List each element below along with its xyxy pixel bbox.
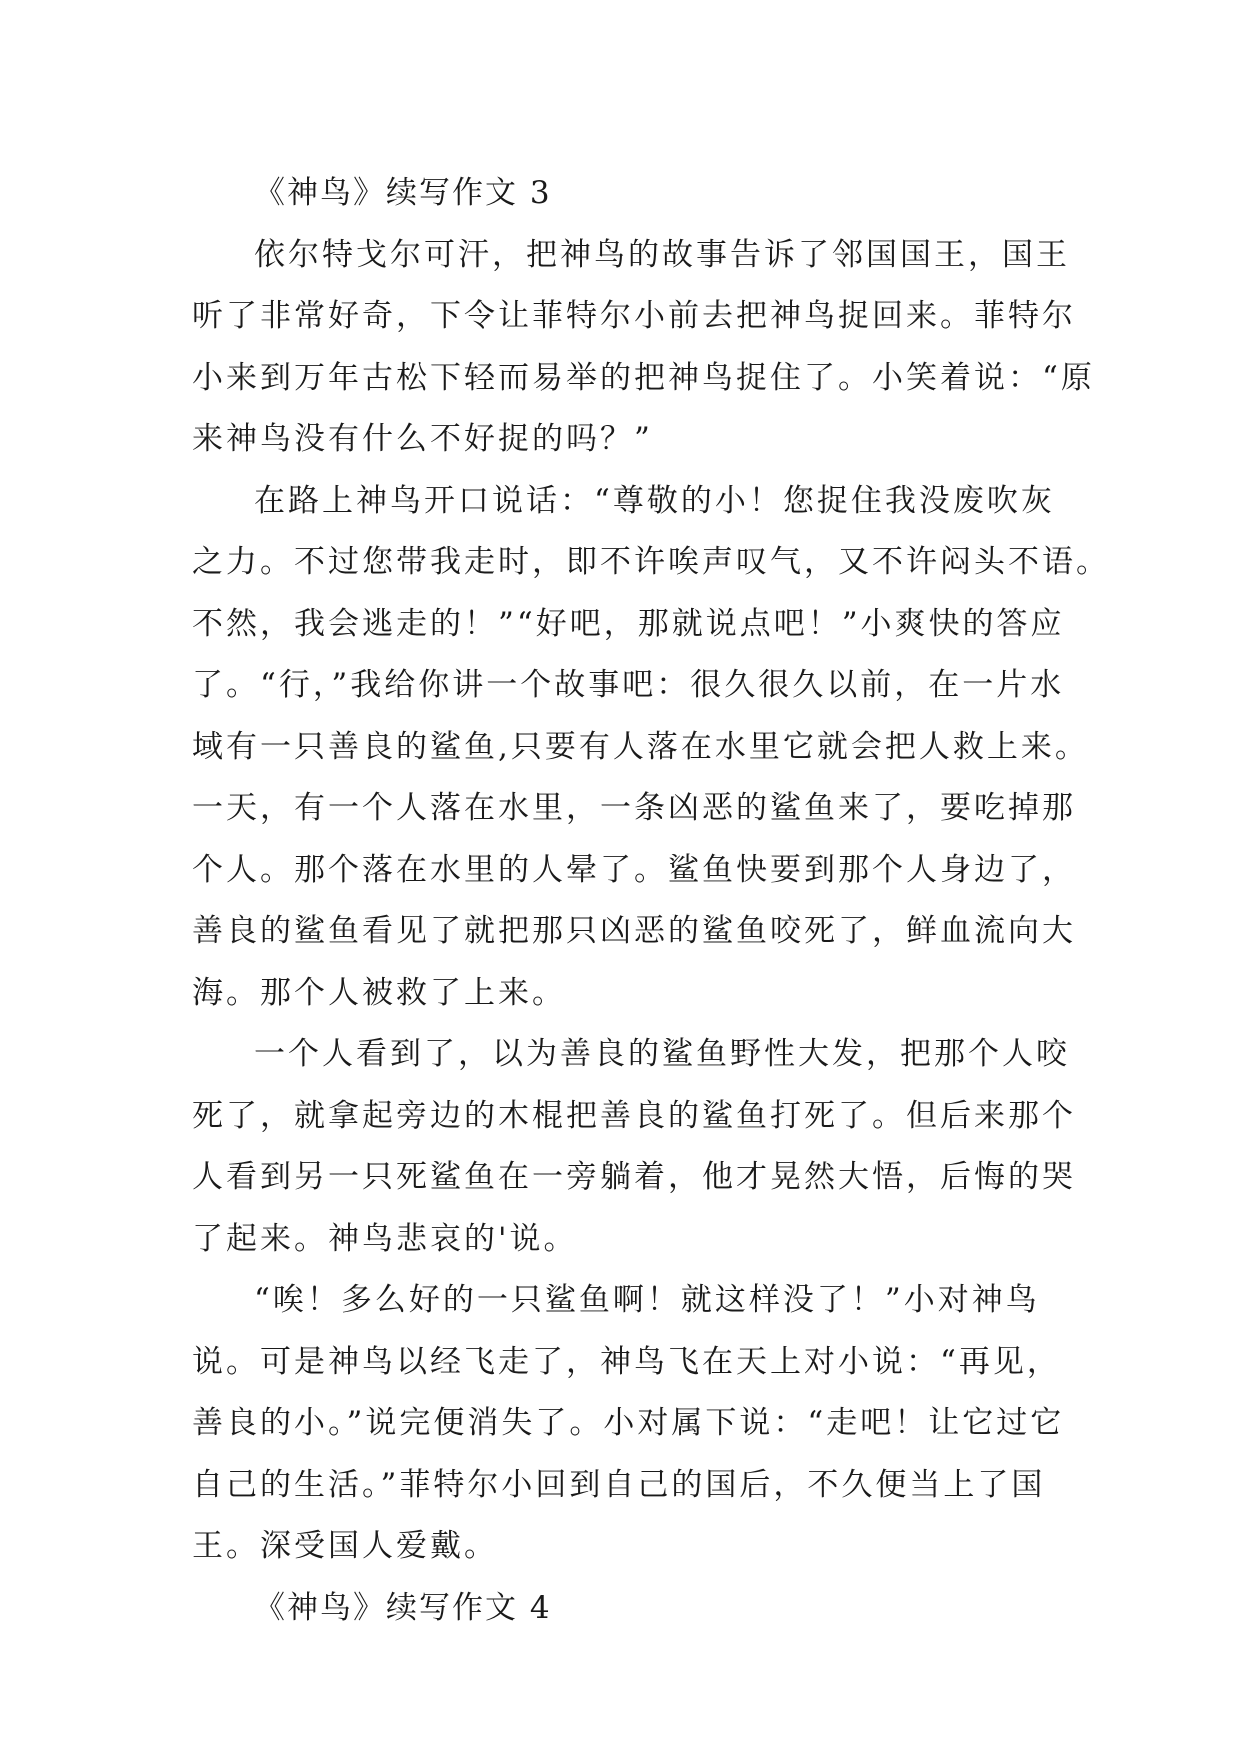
section-title: 《神鸟》续写作文 3 [254,175,552,211]
paragraph-line: 之力。不过您带我走时，即不许唉声叹气，又不许闷头不语。 [192,544,1110,580]
paragraph-line: 了。“行，”我给你讲一个故事吧：很久很久以前，在一片水 [192,667,1065,703]
paragraph-line: 人看到另一只死鲨鱼在一旁躺着，他才晃然大悟，后悔的哭 [192,1159,1076,1195]
paragraph-line: 善良的小。”说完便消失了。小对属下说：“走吧！让它过它 [192,1405,1065,1441]
paragraph-line: 王。深受国人爱戴。 [192,1528,498,1564]
paragraph-line: 来神鸟没有什么不好捉的吗？” [192,421,653,457]
paragraph-line: 自己的生活。”菲特尔小回到自己的国后，不久便当上了国 [192,1466,1046,1503]
paragraph-line: 海。那个人被救了上来。 [192,974,566,1011]
section-title: 《神鸟》续写作文 4 [254,1589,552,1626]
paragraph-line: 小来到万年古松下轻而易举的把神鸟捉住了。小笑着说：“原 [192,359,1095,396]
paragraph-line: 善良的鲨鱼看见了就把那只凶恶的鲨鱼咬死了，鲜血流向大 [192,913,1076,949]
paragraph-line: “唉！多么好的一只鲨鱼啊！就这样没了！”小对神鸟 [254,1282,1040,1318]
paragraph-line: 了起来。神鸟悲哀的'说。 [192,1220,578,1257]
paragraph-line: 域有一只善良的鲨鱼,只要有人落在水里它就会把人救上来。 [192,728,1089,765]
paragraph-line: 个人。那个落在水里的人晕了。鲨鱼快要到那个人身边了， [192,851,1076,888]
paragraph-line: 在路上神鸟开口说话：“尊敬的小！您捉住我没废吹灰 [254,482,1055,519]
paragraph-line: 说。可是神鸟以经飞走了，神鸟飞在天上对小说：“再见， [192,1343,1061,1380]
paragraph-line: 依尔特戈尔可汗，把神鸟的故事告诉了邻国国王，国王 [254,236,1070,273]
document-page [192,163,1110,1639]
paragraph-line: 听了非常好奇，下令让菲特尔小前去把神鸟捉回来。菲特尔 [192,298,1076,334]
paragraph-line: 一个人看到了，以为善良的鲨鱼野性大发，把那个人咬 [254,1036,1070,1072]
paragraph-line: 一天，有一个人落在水里，一条凶恶的鲨鱼来了，要吃掉那 [192,790,1076,826]
paragraph-line: 死了，就拿起旁边的木棍把善良的鲨鱼打死了。但后来那个 [192,1097,1076,1134]
paragraph-line: 不然，我会逃走的！”“好吧，那就说点吧！”小爽快的答应 [192,605,1065,642]
